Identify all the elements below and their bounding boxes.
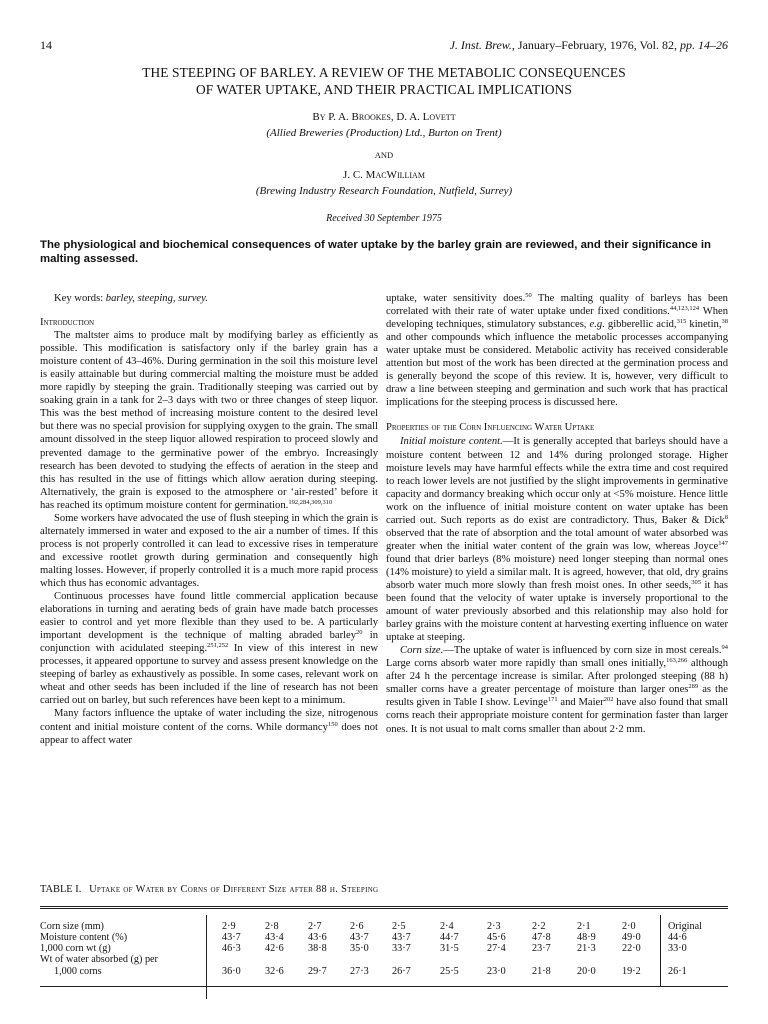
table-row-label: Wt of water absorbed (g) per: [40, 954, 158, 965]
table-cell: 2·4: [440, 921, 454, 932]
table-cell: 25·5: [440, 966, 459, 977]
received-date: Received 30 September 1975: [326, 213, 442, 224]
table-cell: 27·3: [350, 966, 369, 977]
citation: 315: [676, 318, 687, 326]
running-head: [450, 38, 728, 53]
section-heading-properties: Properties of the Corn Influencing Water Uptake: [386, 422, 595, 434]
citation: 8: [724, 513, 728, 521]
table-cell: 44·7: [440, 932, 459, 943]
table-cell: 49·0: [622, 932, 641, 943]
paragraph: Many factors influence the uptake of water including the size, nitrogenous content and initial moisture content of the corns. While dormancy$^{150}$ does not appear to affect water: [40, 708, 378, 746]
citation: 150: [327, 720, 338, 728]
table-title: Uptake of Water by Corns of Different Size after 88 h. Steeping: [89, 884, 379, 895]
table-cell: 43·7: [392, 932, 411, 943]
running-date: , January–February, 1976, Vol. 82,: [511, 38, 680, 52]
section-heading-introduction: Introduction: [40, 317, 95, 329]
keywords-text: barley, steeping, survey.: [105, 293, 208, 304]
table-column-divider: [660, 915, 661, 987]
keywords-label: Key words:: [54, 293, 106, 304]
right-column: [386, 292, 728, 736]
table-cell: 33·0: [668, 943, 687, 954]
table-top-rule: [40, 906, 728, 907]
table-cell: 38·8: [308, 943, 327, 954]
table-cell: 2·3: [487, 921, 501, 932]
citation: 171: [547, 696, 558, 704]
table-cell: 2·0: [622, 921, 636, 932]
citation: 94: [721, 644, 728, 652]
paragraph: The maltster aims to produce malt by modifying barley as efficiently as possible. This modification is satisfactory only if the barley grain has a moisture content of 43–46%. During germination in the soil this moisture level is easily attainable but during commercial malting the moisture must be added more rapidly by steeping the grain. Traditionally steeping was carried out by soaking grain in a tank for 2–3 days with two or three changes of steep liquor. This was the best method of increasing moisture content to the desired level but there was no special provision for supplying oxygen to the grain. The small amount dissolved in the steep liquor allowed respiration to proceed slowly and prevented damage to the germinative power of the embryo. Increasingly research has been devoted to studying the effects of aeration in the steep and this has resulted in the use of fittings which allow aeration during steeping. Alternatively, the grain is exposed to the atmosphere or ‘air-rested’ before it has reached its optimum moisture content for germination.$^{192,284,309,310}$: [40, 330, 378, 511]
table-cell: 33·7: [392, 943, 411, 954]
table-cell: 2·1: [577, 921, 591, 932]
affiliation-2: (Brewing Industry Research Foundation, Nutfield, Surrey): [255, 185, 513, 197]
table-cell: 22·0: [622, 943, 641, 954]
table-cell: 43·6: [308, 932, 327, 943]
citation: 147: [718, 539, 728, 547]
table-cell: 31·5: [440, 943, 459, 954]
and-separator: AND: [374, 150, 394, 160]
left-column: [40, 292, 378, 747]
paragraph: Continuous processes have found little commercial application because elaborations in turning and aerating beds of grain have made batch processes easier to control and yet more flexible than they used to be. A particularly important development is the technique of malting abraded barley$^{20}$ in conjunction with acidulated steeping.$^{251,252}$ In view of this interest in new processes, it appeared opportune to survey and assess present knowledge on the steeping of barley as exhaustively as possible. In some cases, relevant work on wheat and other seeds has been included if the line of research has not been carried out on barley, but such references have been kept to a minimum.: [40, 591, 379, 707]
table-cell: 43·4: [265, 932, 284, 943]
table-cell: 44·6: [668, 932, 687, 943]
running-pages: pp. 14–26: [680, 38, 728, 52]
table-cell: 19·2: [622, 966, 641, 977]
citation: 202: [603, 696, 614, 704]
running-journal: J. Inst. Brew.: [449, 38, 512, 52]
affiliation-1: (Allied Breweries (Production) Ltd., Burton on Trent): [266, 127, 502, 139]
table-row-label: Moisture content (%): [40, 932, 128, 943]
table-cell: 2·6: [350, 921, 364, 932]
table-cell: 21·3: [577, 943, 596, 954]
table-cell: 42·6: [265, 943, 284, 954]
citation: 50: [525, 292, 532, 299]
citation: 289: [688, 683, 699, 691]
keywords: [54, 292, 378, 305]
table-cell: 23·0: [487, 966, 506, 977]
citation: 163,266: [666, 657, 688, 665]
table-cell: 26·7: [392, 966, 411, 977]
abstract: The physiological and biochemical consequences of water uptake by the barley grain are reviewed, and their significance in malting assessed.: [40, 239, 711, 265]
table-cell: 32·6: [265, 966, 284, 977]
table-cell: 21·8: [532, 966, 551, 977]
title-line-1: THE STEEPING OF BARLEY. A REVIEW OF THE METABOLIC CONSEQUENCES: [142, 65, 626, 80]
citation: 251,252: [207, 642, 229, 650]
table-row-label: Corn size (mm): [40, 921, 104, 932]
citation: 305: [691, 578, 701, 586]
author-2: J. C. MacWilliam: [343, 169, 425, 181]
table-top-rule-2: [40, 908, 728, 909]
table-cell: 45·6: [487, 932, 506, 943]
table-cell: 29·7: [308, 966, 327, 977]
run-in-heading: Initial moisture content.: [400, 436, 503, 448]
author-line: By P. A. Brookes, D. A. Lovett: [312, 111, 456, 123]
paragraph: Corn size.—The uptake of water is influenced by corn size in most cereals.$^{94}$ Large corns absorb water more rapidly than small ones initially,$^{163,266}$ although after 24 h the percentage increase is similar. After prolonged steeping (88 h) smaller corns have a greater percentage of moisture than larger ones$^{289}$ as the results given in Table I show. Levinge$^{171}$ and Maier$^{202}$ have also found that small corns reach their appropriate moisture content for germination faster than larger ones. It is not usual to malt corns smaller than about 2·2 mm.: [386, 644, 729, 735]
data-table: [40, 906, 728, 996]
table-cell: 47·8: [532, 932, 551, 943]
table-cell: 27·4: [487, 943, 506, 954]
citation: 44,123,124: [669, 305, 700, 313]
table-row-label: 1,000 corns: [54, 966, 102, 977]
citation: 20: [356, 629, 363, 637]
citation: 38: [721, 318, 728, 326]
table-cell: 43·7: [222, 932, 241, 943]
article-title: [60, 64, 708, 98]
table-cell: 48·9: [577, 932, 596, 943]
run-in-heading: Corn size.: [400, 645, 444, 657]
title-line-2: OF WATER UPTAKE, AND THEIR PRACTICAL IMPLICATIONS: [196, 82, 572, 97]
table-cell: 2·8: [265, 921, 279, 932]
table-row-label: 1,000 corn wt (g): [40, 943, 111, 954]
table-cell: 36·0: [222, 966, 241, 977]
page-number: 14: [40, 38, 52, 52]
table-cell: 46·3: [222, 943, 241, 954]
table-cell: 2·9: [222, 921, 236, 932]
table-bottom-rule: [40, 986, 728, 987]
table-cell: 2·7: [308, 921, 322, 932]
citation: 192,284,309,310: [288, 498, 333, 506]
table-cell: 26·1: [668, 966, 687, 977]
table-cell: 23·7: [532, 943, 551, 954]
paragraph: Initial moisture content.—It is generally accepted that barleys should have a moisture content between 12 and 14% during prolonged storage. Higher moisture levels may have harmful effects while the extra time and cost required to reach lower levels are not justified by the slight improvements in germinative capacity and dormancy breaking which occur only at <5% moisture. Hence little work on the influence of initial moisture content on water uptake has been carried out. Such reports as do exist are contradictory. Thus, Baker & Dick$^8$ observed that the rate of absorption and the total amount of water absorbed was greater when the initial water content of the grain was low, whereas Joyce$^{147}$ found that drier barleys (8% moisture) need longer steeping than normal ones (14% moisture) to yield a similar malt. It is agreed, however, that old, dry grains absorb water much more slowly than fresh moist ones. In other seeds,$^{305}$ it has been found that the velocity of water uptake is inversely proportional to the amount of water previously absorbed and this relationship may also hold for barley grains with the moisture content at harvesting exerting influence on water uptake at steeping.: [386, 436, 728, 644]
table-label: TABLE I.: [40, 884, 82, 895]
paragraph: Some workers have advocated the use of flush steeping in which the grain is alternately immersed in water and exposed to the air a number of times. If this process is not properly controlled it can lead to excessive rises in temperature and excessive rootlet growth during germination and consequently high malting losses. However, if properly controlled it is a much more rapid process which thus has economic advantages.: [40, 512, 378, 589]
paragraph: uptake, water sensitivity does.$^{50}$ The malting quality of barleys has been correlated with their rate of water uptake under fixed conditions.$^{44,123,124}$ When developing techniques, stimulatory substances, e.g. gibberellic acid,$^{315}$ kinetin,$^{38}$ and other compounds which influence the metabolic processes accompanying water uptake must be considered. Metabolic activity has received considerable attention but most of the work has been directed at the germination process and is generally beyond the scope of this review. It is, however, very difficult to draw a line between steeping and germination and such work that has practical implications for the steeping process is discussed here.: [386, 292, 728, 409]
table-cell: 43·7: [350, 932, 369, 943]
table-cell: 20·0: [577, 966, 596, 977]
table-cell: 2·2: [532, 921, 546, 932]
table-cell: Original: [668, 921, 702, 932]
table-caption: [40, 884, 378, 895]
table-column-divider: [206, 915, 207, 999]
table-cell: 35·0: [350, 943, 369, 954]
table-cell: 2·5: [392, 921, 406, 932]
